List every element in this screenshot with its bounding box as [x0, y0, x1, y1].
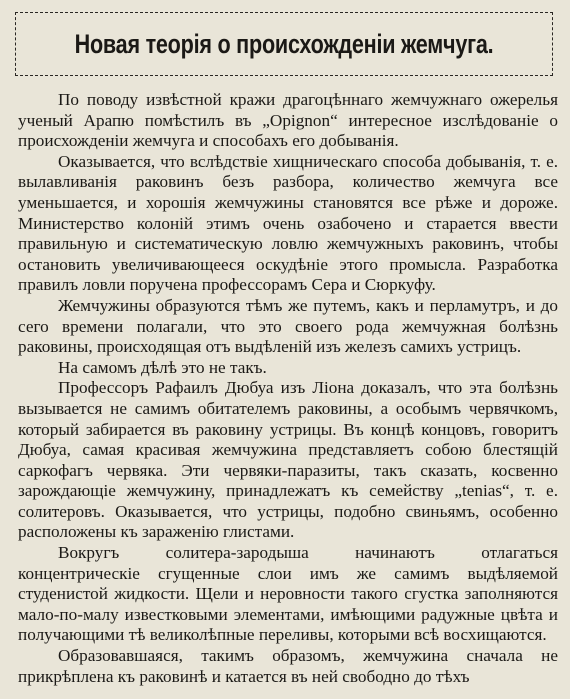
article-body [18, 90, 558, 699]
paragraph: Образовавшаяся, такимъ образомъ, жемчужина сначала не прикрѣплена къ раковинѣ и катается въ ней свободно до тѣхъ [18, 646, 558, 686]
paragraph: Оказывается, что вслѣдствіе хищническаго способа добыванія, т. е. вылавливанія раковинъ безъ разбора, количество жемчуга все уменьшается, и хорошія жемчужины становятся все рѣже и дороже. Министерство колоній этимъ очень озабочено и старается ввести правильную и систематическую ловлю жемчужныхъ раковинъ, чтобы остановить увеличивающееся оскудѣніе этого промысла. Разработка правилъ ловли поручена профессорамъ Сера и Сюркуфу. [18, 151, 558, 295]
paragraph: По поводу извѣстной кражи драгоцѣннаго жемчужнаго ожерелья ученый Арапю помѣстилъ въ „Opignon“ интересное изслѣдованіе о происхожденіи жемчуга и способахъ его добыванія. [18, 90, 558, 151]
paragraph: Профессоръ Рафаилъ Дюбуа изъ Ліона доказалъ, что эта болѣзнь вызывается не самимъ обитателемъ раковины, а особымъ червячкомъ, который забирается въ раковину устрицы. Въ концѣ концовъ, говоритъ Дюбуа, самая красивая жемчужина представляетъ собою блестящій саркофагъ червяка. Эти червяки-паразиты, такъ сказать, косвенно зарождающіе жемчужину, принадлежатъ къ семейству „tenias“, т. е. солитеровъ. Оказывается, что устрицы, подобно свиньямъ, особенно расположены къ зараженію глистами. [18, 378, 558, 542]
paragraph: Вокругъ солитера-зародыша начинаютъ отлагаться концентрическіе сгущенные слои имъ же самимъ выдѣляемой студенистой жидкости. Щели и неровности такого сгустка заполняются мало-по-малу известковыми элементами, имѣющими радужные цвѣта и получающими тѣ великолѣпные переливы, которыми всѣ восхищаются. [18, 543, 558, 645]
paragraph: На самомъ дѣлѣ это не такъ. [58, 357, 267, 377]
paragraph: Жемчужины образуются тѣмъ же путемъ, какъ и перламутръ, и до сего времени полагали, что это своего рода жемчужная болѣзнь раковины, происходящая отъ выдѣленій изъ железъ самихъ устрицъ. [18, 295, 558, 357]
article-title: Новая теорія о происхожденіи жемчуга. [74, 28, 494, 59]
